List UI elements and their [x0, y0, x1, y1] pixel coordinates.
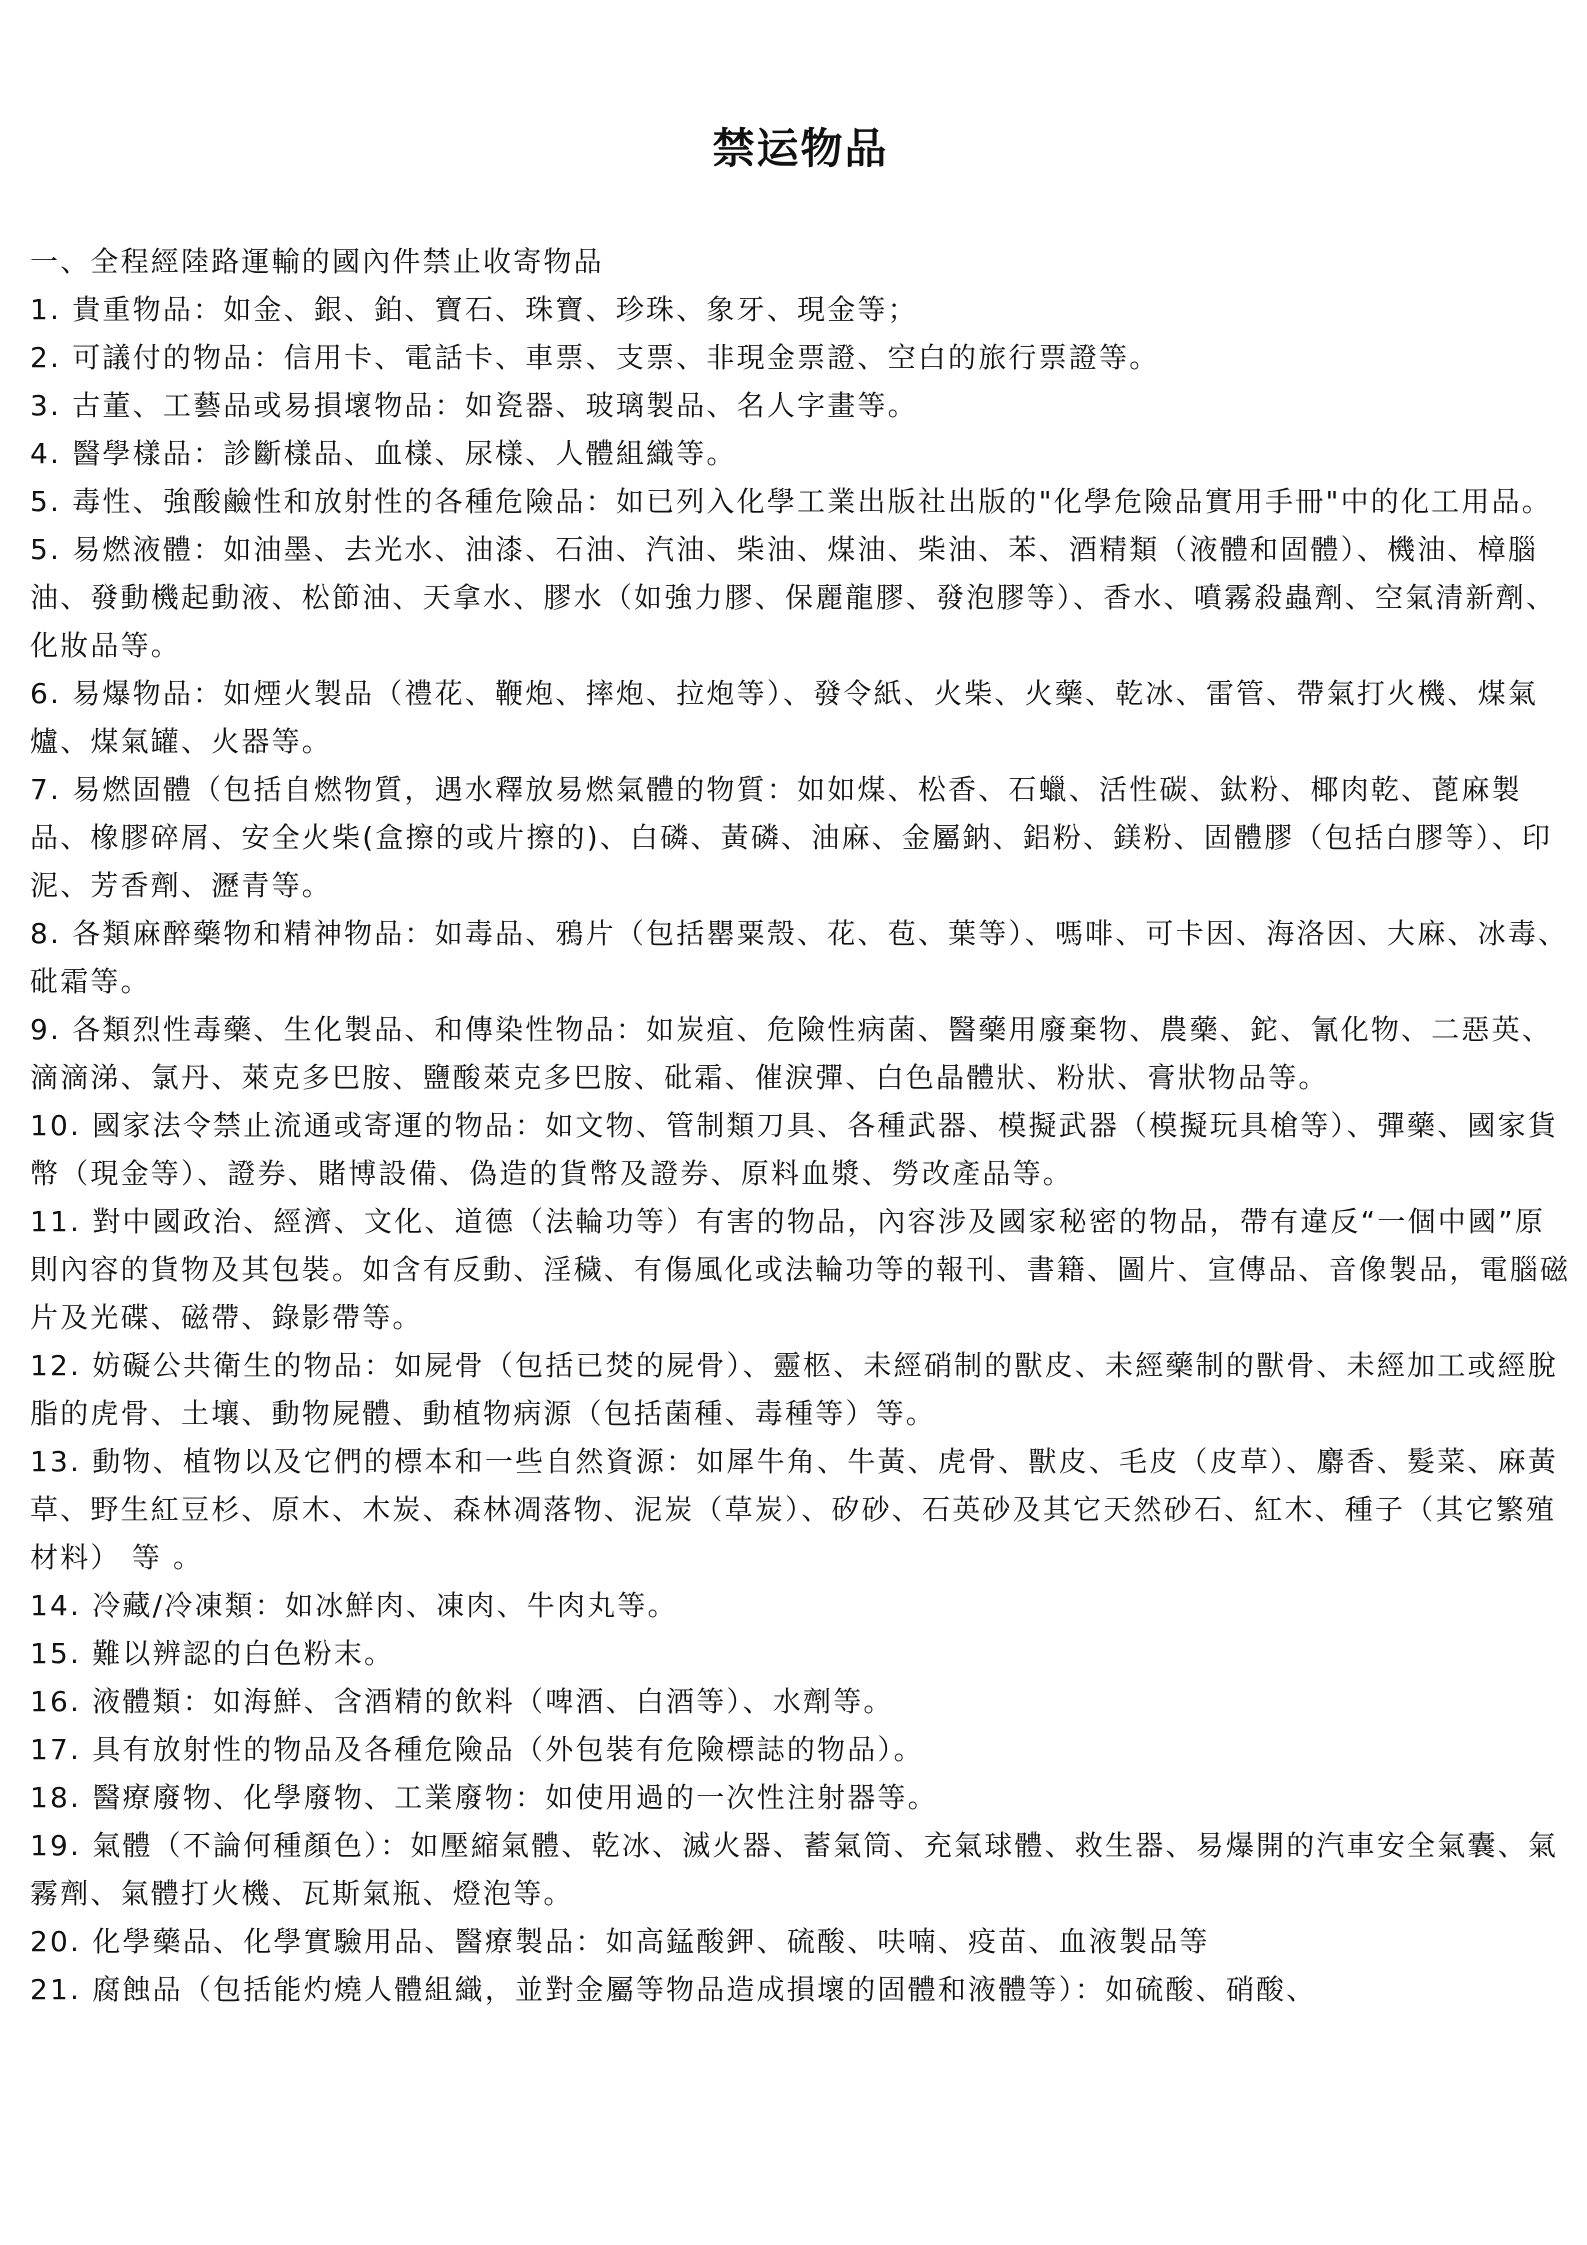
list-item-8: 8. 各類麻醉藥物和精神物品：如毒品、鴉片（包括罌粟殼、花、苞、葉等）、嗎啡、可卡因、海洛因、大麻、冰毒、砒霜等。 — [30, 917, 1569, 998]
document-content — [30, 238, 1571, 2014]
list-item-6: 6. 易爆物品：如煙火製品（禮花、鞭炮、摔炮、拉炮等）、發令紙、火柴、火藥、乾冰、雷管、帶氣打火機、煤氣爐、煤氣罐、火器等。 — [30, 677, 1539, 758]
list-item-18: 18. 醫療廢物、化學廢物、工業廢物：如使用過的一次性注射器等。 — [30, 1781, 938, 1814]
list-item-9: 9. 各類烈性毒藥、生化製品、和傳染性物品：如炭疽、危險性病菌、醫藥用廢棄物、農藥、鉈、氰化物、二惡英、滴滴涕、氯丹、萊克多巴胺、鹽酸萊克多巴胺、砒霜、催淚彈、白色晶體狀、粉狀、膏狀物品等。 — [30, 1013, 1553, 1094]
list-item-1: 1. 貴重物品：如金、銀、鉑、寶石、珠寶、珍珠、象牙、現金等； — [30, 293, 918, 326]
list-item-13: 13. 動物、植物以及它們的標本和一些自然資源：如犀牛角、牛黃、虎骨、獸皮、毛皮（皮草）、麝香、髮菜、麻黃草、野生紅豆杉、原木、木炭、森林凋落物、泥炭（草炭）、矽砂、石英砂及其它天然砂石、紅木、種子（其它繁殖材料） 等 。 — [30, 1445, 1559, 1574]
list-item-15: 15. 難以辨認的白色粉末。 — [30, 1637, 395, 1670]
list-item-3: 3. 古董、工藝品或易損壞物品：如瓷器、玻璃製品、名人字畫等。 — [30, 389, 918, 422]
list-item-5-flammable-liquids: 5. 易燃液體：如油墨、去光水、油漆、石油、汽油、柴油、煤油、柴油、苯、酒精類（液體和固體）、機油、樟腦油、發動機起動液、松節油、天拿水、膠水（如強力膠、保麗龍膠、發泡膠等）、香水、噴霧殺蟲劑、空氣清新劑、化妝品等。 — [30, 533, 1557, 662]
list-item-12: 12. 妨礙公共衛生的物品：如屍骨（包括已焚的屍骨）、靈柩、未經硝制的獸皮、未經藥制的獸骨、未經加工或經脫脂的虎骨、土壤、動物屍體、動植物病源（包括菌種、毒種等）等。 — [30, 1349, 1559, 1430]
list-item-11: 11. 對中國政治、經濟、文化、道德（法輪功等）有害的物品，內容涉及國家秘密的物品，帶有違反“一個中國”原則內容的貨物及其包裝。如含有反動、淫穢、有傷風化或法輪功等的報刊、書籍、圖片、宣傳品、音像製品，電腦磁片及光碟、磁帶、錄影帶等。 — [30, 1205, 1571, 1334]
section-heading: 一、全程經陸路運輸的國內件禁止收寄物品 — [30, 245, 604, 278]
list-item-10: 10. 國家法令禁止流通或寄運的物品：如文物、管制類刀具、各種武器、模擬武器（模擬玩具槍等）、彈藥、國家貨幣（現金等）、證券、賭博設備、偽造的貨幣及證券、原料血漿、勞改產品等。 — [30, 1109, 1559, 1190]
page-title: 禁运物品 — [712, 124, 889, 173]
list-item-5-toxic: 5. 毒性、強酸鹼性和放射性的各種危險品：如已列入化學工業出版社出版的"化學危險品實用手冊"中的化工用品。 — [30, 485, 1552, 518]
list-item-7: 7. 易燃固體（包括自燃物質，遇水釋放易燃氣體的物質：如如煤、松香、石蠟、活性碳、鈦粉、椰肉乾、蓖麻製品、橡膠碎屑、安全火柴(盒擦的或片擦的)、白磷、黃磷、油麻、金屬鈉、鋁粉、鎂粉、固體膠（包括白膠等）、印泥、芳香劑、瀝青等。 — [30, 773, 1553, 902]
list-item-19: 19. 氣體（不論何種顏色）：如壓縮氣體、乾冰、滅火器、蓄氣筒、充氣球體、救生器、易爆開的汽車安全氣囊、氣霧劑、氣體打火機、瓦斯氣瓶、燈泡等。 — [30, 1829, 1559, 1910]
list-item-20: 20. 化學藥品、化學實驗用品、醫療製品：如高錳酸鉀、硫酸、呋喃、疫苗、血液製品等 — [30, 1925, 1210, 1958]
list-item-4: 4. 醫學樣品：診斷樣品、血樣、尿樣、人體組織等。 — [30, 437, 737, 470]
list-item-16: 16. 液體類：如海鮮、含酒精的飲料（啤酒、白酒等）、水劑等。 — [30, 1685, 894, 1718]
list-item-21: 21. 腐蝕品（包括能灼燒人體組織，並對金屬等物品造成損壞的固體和液體等）：如硫酸、硝酸、 — [30, 1973, 1317, 2006]
list-item-17: 17. 具有放射性的物品及各種危險品（外包裝有危險標誌的物品）。 — [30, 1733, 924, 1766]
list-item-2: 2. 可議付的物品：信用卡、電話卡、車票、支票、非現金票證、空白的旅行票證等。 — [30, 341, 1160, 374]
list-item-14: 14. 冷藏/冷凍類：如冰鮮肉、凍肉、牛肉丸等。 — [30, 1589, 678, 1622]
